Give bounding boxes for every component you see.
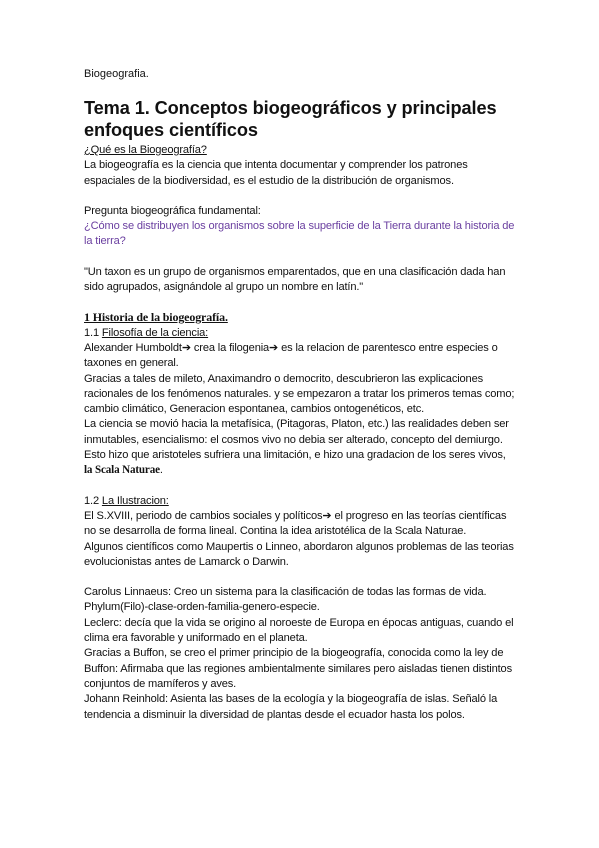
ciencia-text: La ciencia se movió hacia la metafísica, (Pitagoras, Platon, etc.) las realidades deben ser inmutables, esencialismo: el cosmos vivo no debia ser alterado, concepto del demiurgo. Esto hizo que aristoteles sufriera una limitación, e hizo una gradacion de los seres vivos, — [84, 418, 509, 462]
fundamental-label: Pregunta biogeográfica fundamental: — [84, 204, 261, 217]
ciencia-paragraph — [84, 417, 516, 478]
ciencia-period: . — [159, 464, 163, 477]
section-heading-history: 1 Historia de la biogeografía. — [84, 310, 228, 325]
fundamental-question: ¿Cómo se distribuyen los organismos sobre la superficie de la Tierra durante la historia de la tierra? — [84, 220, 515, 248]
question-heading: ¿Qué es la Biogeografía? — [84, 144, 207, 156]
algunos-paragraph: Algunos científicos como Maupertis o Linneo, abordaron algunos problemas de las teorias evolucionistas antes de Lamarck o Darwin. — [84, 540, 514, 568]
gracias-paragraph: Gracias a tales de mileto, Anaximandro o democrito, descubrieron las explicaciones racionales de los fenómenos naturales. y se empezaron a tratar los primeros temas como; cambio climático, Generacion espontanea, cambios ontogenéticos, etc. — [84, 372, 515, 416]
document-body — [84, 68, 516, 723]
definition-paragraph: La biogeografía es la ciencia que intenta documentar y comprender los patrones espaciales de la biodiversidad, es el estudio de la distribución de organismos. — [84, 159, 468, 187]
humboldt-paragraph: Alexander Humboldt➔ crea la filogenia➔ es la relacion de parentesco entre especies o taxones en general. — [84, 341, 498, 370]
subsection-heading-1-1 — [84, 326, 516, 341]
taxon-quote: "Un taxon es un grupo de organismos emparentados, que en una clasificación dada han sido agrupados, asignándole al grupo un nombre en latín." — [84, 265, 506, 294]
page-title: Tema 1. Conceptos biogeográficos y principales enfoques científicos — [84, 98, 497, 140]
subsection-title: La Ilustracion: — [101, 494, 169, 507]
subsection-number: 1.1 — [84, 326, 99, 339]
leclerc-paragraph: Leclerc: decía que la vida se origino al noroeste de Europa en épocas antiguas, cuando el clima era favorable y uniformado en el planeta. — [84, 616, 514, 645]
reinhold-paragraph: Johann Reinhold: Asienta las bases de la ecología y la biogeografía de islas. Señaló la tendencia a disminuir la diversidad de plantas desde el ecuador hasta los polos. — [84, 693, 498, 721]
buffon-paragraph: Gracias a Buffon, se creo el primer principio de la biogeografía, conocida como la ley de Buffon: Afirmaba que las regiones ambientalmente similares pero aisladas tienen distintos conjuntos de mamíferos y aves. — [84, 647, 512, 690]
subsection-title: Filosofía de la ciencia: — [101, 326, 209, 339]
scala-naturae-term: la Scala Naturae — [84, 464, 160, 477]
sxviii-paragraph: El S.XVIII, periodo de cambios sociales y políticos➔ el progreso en las teorías científicas no se desarrolla de forma lineal. Contina la idea aristotélica de la Scala Naturae. — [84, 509, 507, 538]
subsection-number: 1.2 — [84, 494, 99, 507]
document-header: Biogeografia. — [84, 68, 149, 80]
linnaeus-paragraph: Carolus Linnaeus: Creo un sistema para la clasificación de todas las formas de vida. Phylum(Filo)-clase-orden-familia-genero-especie. — [84, 586, 487, 614]
subsection-heading-1-2 — [84, 494, 516, 509]
